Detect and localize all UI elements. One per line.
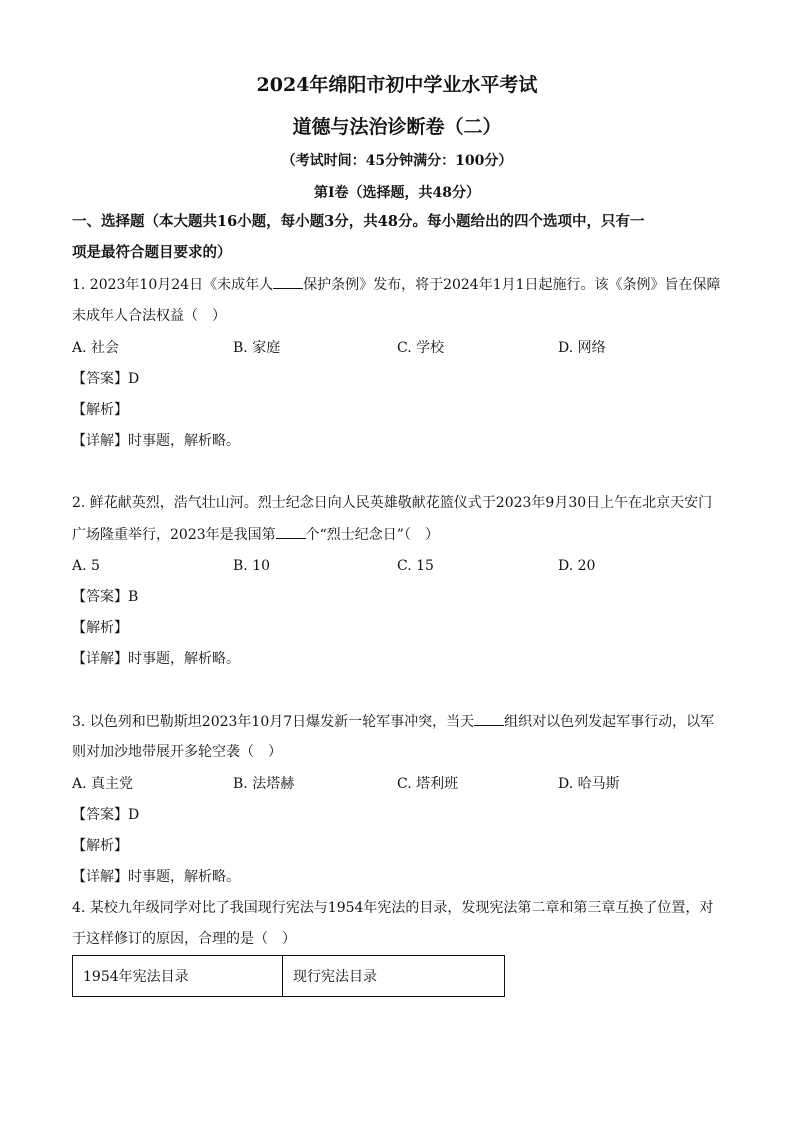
section-heading-line1: 一、选择题（本大题共16小题，每小题3分，共48分。每小题给出的四个选项中，只有一 (72, 213, 645, 230)
question-1-detail (72, 431, 732, 451)
fill-blank (273, 274, 303, 289)
option-b: B. 法塔赫 (233, 776, 295, 792)
detail-text: 时事题，解析略。 (128, 869, 240, 885)
stem-text: 个“烈士纪念日”（ ） (305, 527, 439, 543)
question-3-stem-line2: 则对加沙地带展开多轮空袭（ ） (72, 744, 282, 760)
detail-label: 【详解】 (72, 869, 128, 885)
question-1-answer (72, 369, 732, 389)
question-2-detail (72, 649, 732, 669)
question-1-analysis-label: 【解析】 (72, 402, 128, 418)
option-c: C. 学校 (397, 340, 445, 356)
question-1-stem (72, 274, 732, 295)
option-a: A. 5 (72, 558, 100, 574)
constitution-table (72, 955, 505, 997)
option-b: B. 10 (233, 558, 271, 574)
question-3-answer (72, 805, 732, 825)
question-2-stem: 2. 鲜花献英烈，浩气壮山河。烈士纪念日向人民英雄敬献花篮仪式于2023年9月30日上午在北京天安门 (72, 495, 713, 511)
answer-value: D (128, 371, 140, 387)
answer-value: B (128, 589, 139, 605)
table-row (73, 956, 505, 997)
section-heading-line2: 项是最符合题目要求的） (72, 244, 232, 261)
option-d: D. 20 (558, 558, 596, 574)
question-4-stem: 4. 某校九年级同学对比了我国现行宪法与1954年宪法的目录，发现宪法第二章和第三章互换了位置，对 (72, 900, 714, 916)
answer-value: D (128, 807, 140, 823)
detail-label: 【详解】 (72, 433, 128, 449)
question-2-analysis-label: 【解析】 (72, 620, 128, 636)
fill-blank (276, 524, 306, 539)
option-c: C. 塔利班 (397, 776, 459, 792)
table-header-current: 现行宪法目录 (283, 956, 505, 997)
detail-label: 【详解】 (72, 651, 128, 667)
option-a: A. 社会 (72, 340, 120, 356)
question-3-options (72, 774, 732, 794)
option-b: B. 家庭 (233, 340, 281, 356)
question-1-options (72, 338, 732, 358)
exam-info: （考试时间：45分钟满分：100分） (281, 153, 513, 169)
question-2-options (72, 556, 732, 576)
detail-text: 时事题，解析略。 (128, 433, 240, 449)
question-3-detail (72, 867, 732, 887)
detail-text: 时事题，解析略。 (128, 651, 240, 667)
answer-label: 【答案】 (72, 807, 128, 823)
option-d: D. 网络 (558, 340, 606, 356)
option-c: C. 15 (397, 558, 434, 574)
exam-subtitle: 道德与法治诊断卷（二） (292, 116, 502, 138)
option-a: A. 真主党 (72, 776, 134, 792)
table-header-1954: 1954年宪法目录 (73, 956, 283, 997)
stem-text: 广场隆重举行，2023年是我国第 (72, 527, 276, 543)
question-3-analysis-label: 【解析】 (72, 838, 128, 854)
question-2-answer (72, 587, 732, 607)
question-4-stem-line2: 于这样修订的原因，合理的是（ ） (72, 931, 296, 947)
question-1-stem-line2: 未成年人合法权益（ ） (72, 308, 226, 324)
fill-blank (474, 711, 504, 726)
stem-text: 1. 2023年10月24日《未成年人 (72, 277, 274, 293)
stem-text: 保护条例》发布，将于2024年1月1日起施行。该《条例》旨在保障 (303, 277, 721, 293)
question-2-stem-line2 (72, 524, 732, 545)
answer-label: 【答案】 (72, 371, 128, 387)
answer-label: 【答案】 (72, 589, 128, 605)
part-heading: 第Ⅰ卷（选择题，共48分） (313, 185, 481, 201)
stem-text: 3. 以色列和巴勒斯坦2023年10月7日爆发新一轮军事冲突，当天 (72, 714, 475, 730)
option-d: D. 哈马斯 (558, 776, 620, 792)
stem-text: 组织对以色列发起军事行动，以军 (504, 714, 715, 730)
exam-title: 2024年绵阳市初中学业水平考试 (256, 74, 538, 96)
question-3-stem (72, 711, 732, 732)
